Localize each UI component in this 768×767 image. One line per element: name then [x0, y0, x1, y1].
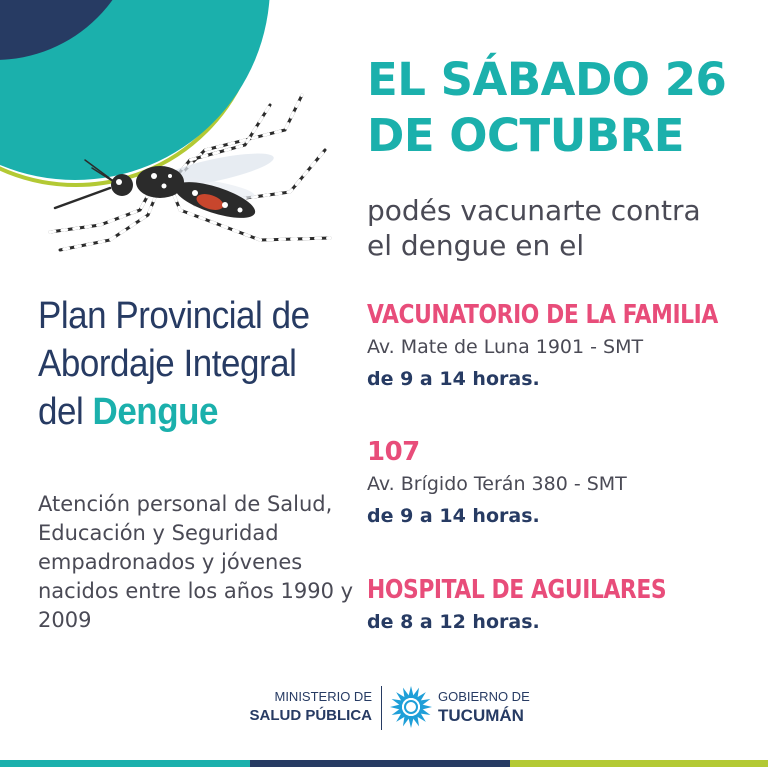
- venue-name: VACUNATORIO DE LA FAMILIA: [367, 300, 718, 330]
- venue-107: [367, 436, 627, 532]
- ministry-logo-text: [250, 688, 373, 726]
- bottom-bar-lime: [510, 760, 768, 767]
- headline-line-2: DE OCTUBRE: [367, 109, 684, 162]
- ministry-line-1: MINISTERIO DE: [274, 689, 372, 704]
- plan-title: [38, 292, 332, 436]
- footer-logos: [0, 683, 768, 733]
- plan-title-line-2: Abordaje Integral: [38, 343, 297, 385]
- bottom-bar-teal: [0, 760, 250, 767]
- tucuman-sun-logo-icon: [388, 684, 434, 730]
- event-date-headline: [367, 52, 726, 164]
- venue-name: HOSPITAL DE AGUILARES: [367, 575, 667, 605]
- government-logo-text: [438, 688, 530, 726]
- venue-hours: de 9 a 14 horas.: [367, 505, 540, 527]
- government-line-2: TUCUMÁN: [438, 706, 524, 725]
- mosquito-icon: [30, 90, 350, 265]
- audience-description: Atención personal de Salud, Educación y Seguridad empadronados y jóvenes nacidos entre los años 1990 y 2009: [38, 492, 354, 632]
- intro-text: [367, 193, 701, 263]
- plan-title-line-3-prefix: del: [38, 391, 93, 433]
- plan-title-line-1: Plan Provincial de: [38, 295, 310, 337]
- venue-hours: de 9 a 14 horas.: [367, 368, 540, 390]
- venue-hospital-aguilares: [367, 574, 723, 638]
- venue-hours: de 8 a 12 horas.: [367, 611, 540, 633]
- venue-address: Av. Mate de Luna 1901 - SMT: [367, 336, 644, 358]
- plan-title-highlight: Dengue: [92, 391, 218, 433]
- footer-divider: [381, 686, 382, 730]
- ministry-line-2: SALUD PÚBLICA: [249, 707, 372, 724]
- venue-name: 107: [367, 437, 420, 467]
- government-line-1: GOBIERNO DE: [438, 689, 530, 704]
- intro-line-2: el dengue en el: [367, 229, 585, 262]
- headline-line-1: EL SÁBADO 26: [367, 53, 727, 106]
- venue-address: Av. Brígido Terán 380 - SMT: [367, 473, 627, 495]
- bottom-color-bar: [0, 760, 768, 767]
- intro-line-1: podés vacunarte contra: [367, 194, 701, 227]
- venue-vacunatorio: [367, 299, 768, 395]
- bottom-bar-navy: [250, 760, 510, 767]
